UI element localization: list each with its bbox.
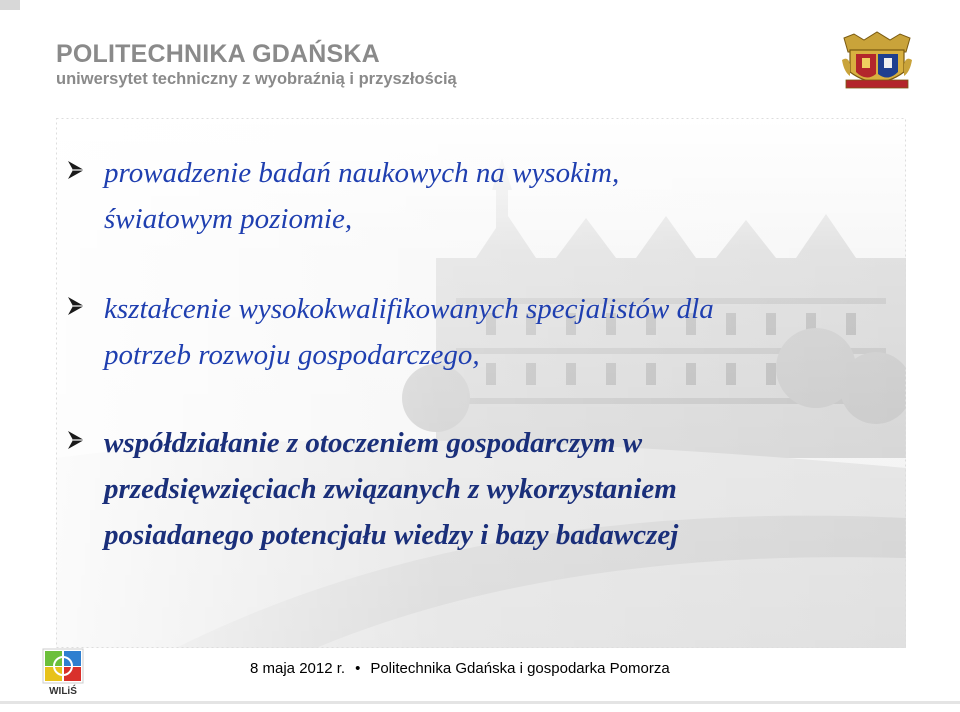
footer-separator: • <box>355 660 361 677</box>
footer-date: 8 maja 2012 r. <box>250 660 346 677</box>
corner-mark <box>0 0 20 10</box>
wilis-logo-text: WILiŚ <box>49 686 77 697</box>
arrow-bullet-icon <box>66 295 88 317</box>
bullet-text: kształcenie wysokokwalifikowanych specjalistów dla potrzeb rozwoju gospodarczego, <box>104 293 714 371</box>
footer <box>250 660 670 677</box>
bottom-divider <box>0 701 960 704</box>
bullet-text: współdziałanie z otoczeniem gospodarczym w przedsięwzięciach związanych z wykorzystaniem posiadanego potencjału wiedzy i bazy badawczej <box>104 427 679 551</box>
wilis-logo-icon <box>42 648 84 698</box>
arrow-bullet-icon <box>66 429 88 451</box>
university-tagline: uniwersytet techniczny z wyobraźnią i przyszłością <box>56 70 457 88</box>
university-logo <box>56 40 457 90</box>
footer-title: Politechnika Gdańska i gospodarka Pomorza <box>370 660 670 677</box>
arrow-bullet-icon <box>66 159 88 181</box>
university-name: POLITECHNIKA GDAŃSKA <box>56 40 380 68</box>
bullet-text: prowadzenie badań naukowych na wysokim, światowym poziomie, <box>104 157 620 235</box>
university-crest-icon <box>840 30 914 92</box>
